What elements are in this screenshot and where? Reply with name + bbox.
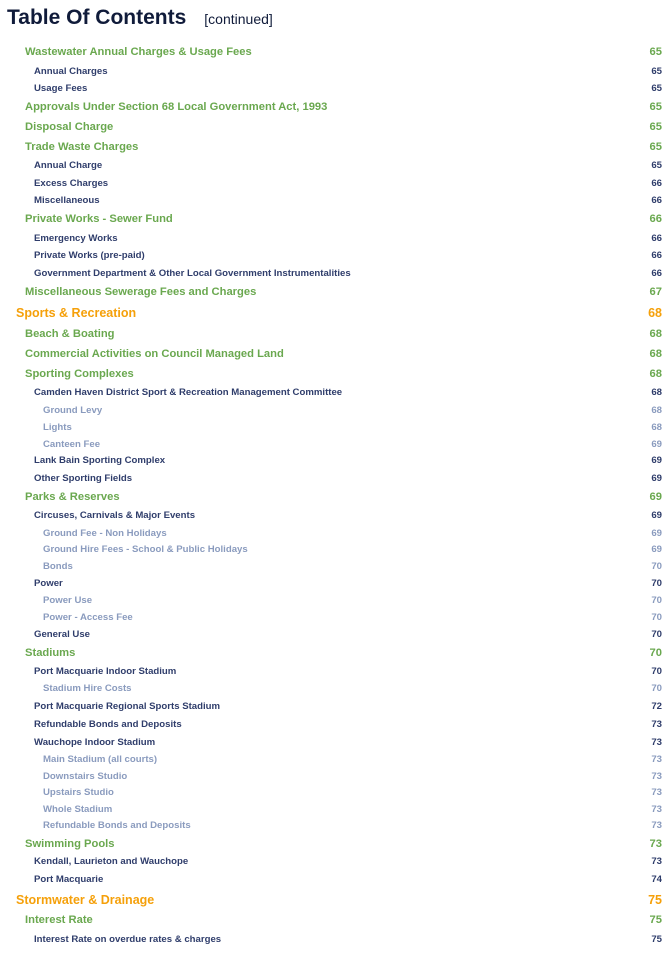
toc-entry-label: Government Department & Other Local Government Instrumentalities bbox=[34, 268, 351, 279]
dot-leader bbox=[166, 462, 649, 463]
dot-leader bbox=[249, 551, 650, 552]
dot-leader bbox=[109, 185, 649, 186]
toc-entry-label: Approvals Under Section 68 Local Government Act, 1993 bbox=[25, 101, 328, 113]
toc-entry-level-0[interactable] bbox=[0, 893, 670, 907]
toc-entry-level-1[interactable] bbox=[0, 213, 670, 225]
dot-leader bbox=[109, 73, 650, 74]
dot-leader bbox=[114, 129, 647, 130]
toc-entry-label: Port Macquarie bbox=[34, 874, 104, 885]
toc-entry-level-2[interactable] bbox=[0, 233, 670, 244]
dot-leader bbox=[189, 863, 649, 864]
toc-entry-level-3[interactable] bbox=[0, 683, 670, 694]
toc-entry-level-2[interactable] bbox=[0, 856, 670, 867]
dot-leader bbox=[134, 619, 650, 620]
toc-entry-page-number: 66 bbox=[651, 233, 662, 244]
toc-entry-page-number: 65 bbox=[651, 66, 662, 77]
toc-entry-label: Emergency Works bbox=[34, 233, 118, 244]
toc-entry-label: Interest Rate bbox=[25, 914, 93, 926]
toc-entry-page-number: 73 bbox=[649, 838, 662, 850]
toc-entry-label: Power Use bbox=[43, 595, 93, 606]
toc-entry-level-2[interactable] bbox=[0, 250, 670, 261]
toc-entry-page-number: 73 bbox=[651, 719, 662, 730]
toc-entry-level-2[interactable] bbox=[0, 455, 670, 466]
toc-entry-label: Parks & Reserves bbox=[25, 491, 120, 503]
toc-entry-page-number: 65 bbox=[649, 121, 662, 133]
dot-leader bbox=[133, 480, 649, 481]
toc-entry-label: Stormwater & Drainage bbox=[16, 893, 155, 907]
dot-leader bbox=[64, 585, 650, 586]
toc-entry-page-number: 70 bbox=[651, 666, 662, 677]
toc-entry-label: Private Works (pre-paid) bbox=[34, 250, 145, 261]
toc-entry-level-3[interactable] bbox=[0, 612, 670, 623]
dot-leader bbox=[93, 602, 649, 603]
toc-entry-level-1[interactable] bbox=[0, 121, 670, 133]
toc-entry-level-3[interactable] bbox=[0, 561, 670, 572]
toc-entry-level-3[interactable] bbox=[0, 787, 670, 798]
toc-entry-page-number: 73 bbox=[651, 737, 662, 748]
toc-entry-page-number: 69 bbox=[651, 528, 662, 539]
toc-entry-level-1[interactable] bbox=[0, 286, 670, 298]
dot-leader bbox=[101, 202, 650, 203]
toc-entry-level-2[interactable] bbox=[0, 473, 670, 484]
toc-entry-page-number: 66 bbox=[649, 213, 662, 225]
toc-entry-page-number: 70 bbox=[651, 629, 662, 640]
toc-entry-label: Power - Access Fee bbox=[43, 612, 133, 623]
toc-entry-level-2[interactable] bbox=[0, 874, 670, 885]
toc-entry-level-2[interactable] bbox=[0, 66, 670, 77]
dot-leader bbox=[257, 294, 647, 295]
toc-entry-level-1[interactable] bbox=[0, 368, 670, 380]
toc-entry-page-number: 65 bbox=[649, 46, 662, 58]
toc-entry-page-number: 69 bbox=[651, 455, 662, 466]
toc-entry-page-number: 66 bbox=[651, 178, 662, 189]
toc-entry-page-number: 65 bbox=[651, 160, 662, 171]
dot-leader bbox=[285, 356, 648, 357]
toc-entry-page-number: 70 bbox=[651, 595, 662, 606]
toc-entry-label: Bonds bbox=[43, 561, 73, 572]
dot-leader bbox=[146, 257, 650, 258]
toc-entry-level-2[interactable] bbox=[0, 737, 670, 748]
toc-entry-level-3[interactable] bbox=[0, 804, 670, 815]
toc-entry-label: Annual Charge bbox=[34, 160, 103, 171]
toc-entry-page-number: 68 bbox=[649, 348, 662, 360]
dot-leader bbox=[222, 941, 649, 942]
dot-leader bbox=[139, 149, 647, 150]
toc-entry-label: Sporting Complexes bbox=[25, 368, 134, 380]
toc-entry-level-1[interactable] bbox=[0, 348, 670, 360]
dot-leader bbox=[115, 794, 649, 795]
toc-entry-label: Stadiums bbox=[25, 647, 76, 659]
toc-entry-level-3[interactable] bbox=[0, 771, 670, 782]
toc-entry-level-1[interactable] bbox=[0, 838, 670, 850]
toc-entry-label: Ground Fee - Non Holidays bbox=[43, 528, 167, 539]
toc-entry-page-number: 72 bbox=[651, 701, 662, 712]
toc-entry-label: Lank Bain Sporting Complex bbox=[34, 455, 166, 466]
toc-entry-page-number: 74 bbox=[651, 874, 662, 885]
toc-entry-level-2[interactable] bbox=[0, 719, 670, 730]
toc-entry-label: Wauchope Indoor Stadium bbox=[34, 737, 156, 748]
dot-leader bbox=[103, 412, 649, 413]
toc-entry-label: Excess Charges bbox=[34, 178, 109, 189]
dot-leader bbox=[104, 881, 649, 882]
dot-leader bbox=[119, 240, 650, 241]
dot-leader bbox=[158, 761, 649, 762]
toc-entry-page-number: 73 bbox=[651, 804, 662, 815]
toc-entry-level-1[interactable] bbox=[0, 328, 670, 340]
dot-leader bbox=[352, 275, 650, 276]
toc-entry-level-1[interactable] bbox=[0, 647, 670, 659]
toc-entry-label: Miscellaneous bbox=[34, 195, 100, 206]
dot-leader bbox=[183, 726, 650, 727]
toc-entry-label: Whole Stadium bbox=[43, 804, 113, 815]
toc-entry-label: Other Sporting Fields bbox=[34, 473, 133, 484]
toc-entry-label: Trade Waste Charges bbox=[25, 141, 139, 153]
toc-entry-page-number: 65 bbox=[649, 141, 662, 153]
toc-entry-page-number: 73 bbox=[651, 771, 662, 782]
dot-leader bbox=[192, 827, 650, 828]
toc-entry-page-number: 68 bbox=[651, 405, 662, 416]
dot-leader bbox=[74, 568, 649, 569]
toc-entry-page-number: 73 bbox=[651, 754, 662, 765]
toc-entry-level-2[interactable] bbox=[0, 701, 670, 712]
dot-leader bbox=[137, 316, 646, 317]
dot-leader bbox=[135, 376, 648, 377]
toc-entry-page-number: 70 bbox=[649, 647, 662, 659]
toc-entry-label: Stadium Hire Costs bbox=[43, 683, 132, 694]
dot-leader bbox=[155, 903, 646, 904]
dot-leader bbox=[177, 673, 649, 674]
dot-leader bbox=[73, 429, 650, 430]
toc-entry-label: Sports & Recreation bbox=[16, 306, 137, 320]
dot-leader bbox=[76, 655, 647, 656]
toc-entry-level-2[interactable] bbox=[0, 666, 670, 677]
toc-entry-page-number: 68 bbox=[651, 422, 662, 433]
toc-entry-label: Main Stadium (all courts) bbox=[43, 754, 158, 765]
toc-entry-level-3[interactable] bbox=[0, 422, 670, 433]
toc-entry-label: Wastewater Annual Charges & Usage Fees bbox=[25, 46, 252, 58]
page-subtitle: [continued] bbox=[204, 11, 273, 27]
dot-leader bbox=[121, 499, 648, 500]
dot-leader bbox=[128, 778, 649, 779]
toc-entry-page-number: 70 bbox=[651, 561, 662, 572]
toc-entry-page-number: 70 bbox=[651, 612, 662, 623]
dot-leader bbox=[101, 446, 649, 447]
toc-entry-level-0[interactable] bbox=[0, 306, 670, 320]
toc-entry-label: Power bbox=[34, 578, 63, 589]
toc-entry-label: Port Macquarie Indoor Stadium bbox=[34, 666, 177, 677]
toc-entry-page-number: 66 bbox=[651, 250, 662, 261]
toc-entry-page-number: 75 bbox=[651, 934, 662, 945]
toc-entry-label: Miscellaneous Sewerage Fees and Charges bbox=[25, 286, 257, 298]
toc-entry-level-3[interactable] bbox=[0, 754, 670, 765]
dot-leader bbox=[343, 394, 649, 395]
toc-entry-label: Commercial Activities on Council Managed Land bbox=[25, 348, 284, 360]
toc-entry-level-2[interactable] bbox=[0, 268, 670, 279]
toc-entry-page-number: 70 bbox=[651, 578, 662, 589]
toc-entry-page-number: 69 bbox=[651, 544, 662, 555]
toc-entry-label: Ground Hire Fees - School & Public Holidays bbox=[43, 544, 248, 555]
toc-entry-level-2[interactable] bbox=[0, 934, 670, 945]
toc-entry-level-2[interactable] bbox=[0, 178, 670, 189]
toc-entry-level-2[interactable] bbox=[0, 578, 670, 589]
toc-entry-label: Circuses, Carnivals & Major Events bbox=[34, 510, 196, 521]
dot-leader bbox=[103, 167, 649, 168]
toc-entry-page-number: 69 bbox=[651, 439, 662, 450]
dot-leader bbox=[133, 690, 650, 691]
toc-entry-label: Annual Charges bbox=[34, 66, 108, 77]
toc-entry-level-2[interactable] bbox=[0, 629, 670, 640]
toc-entry-label: Refundable Bonds and Deposits bbox=[34, 719, 182, 730]
toc-entry-page-number: 73 bbox=[651, 856, 662, 867]
toc-entry-level-2[interactable] bbox=[0, 387, 670, 398]
toc-entry-label: Interest Rate on overdue rates & charges bbox=[34, 934, 222, 945]
toc-entry-label: Canteen Fee bbox=[43, 439, 101, 450]
toc-entry-level-3[interactable] bbox=[0, 595, 670, 606]
toc-entry-page-number: 66 bbox=[651, 268, 662, 279]
dot-leader bbox=[88, 90, 649, 91]
toc-entry-label: Camden Haven District Sport & Recreation Management Committee bbox=[34, 387, 343, 398]
dot-leader bbox=[196, 517, 649, 518]
toc-entry-page-number: 73 bbox=[651, 820, 662, 831]
toc-entry-level-2[interactable] bbox=[0, 195, 670, 206]
toc-entry-level-2[interactable] bbox=[0, 510, 670, 521]
toc-entry-label: Refundable Bonds and Deposits bbox=[43, 820, 191, 831]
toc-entry-level-3[interactable] bbox=[0, 405, 670, 416]
toc-entry-label: Port Macquarie Regional Sports Stadium bbox=[34, 701, 221, 712]
toc-entry-page-number: 73 bbox=[651, 787, 662, 798]
toc-entry-page-number: 65 bbox=[651, 83, 662, 94]
toc-entry-level-1[interactable] bbox=[0, 491, 670, 503]
toc-entry-level-3[interactable] bbox=[0, 820, 670, 831]
toc-entry-page-number: 65 bbox=[649, 101, 662, 113]
toc-entry-label: Swimming Pools bbox=[25, 838, 115, 850]
toc-entry-label: Beach & Boating bbox=[25, 328, 115, 340]
toc-entry-label: Kendall, Laurieton and Wauchope bbox=[34, 856, 189, 867]
toc-entry-page-number: 68 bbox=[648, 306, 662, 320]
toc-entry-level-1[interactable] bbox=[0, 101, 670, 113]
toc-entry-level-3[interactable] bbox=[0, 439, 670, 450]
toc-entry-label: Downstairs Studio bbox=[43, 771, 128, 782]
toc-entry-label: Disposal Charge bbox=[25, 121, 114, 133]
toc-entry-label: Upstairs Studio bbox=[43, 787, 114, 798]
dot-leader bbox=[94, 922, 648, 923]
toc-entry-page-number: 69 bbox=[651, 473, 662, 484]
dot-leader bbox=[91, 636, 649, 637]
dot-leader bbox=[174, 221, 648, 222]
toc-entry-level-1[interactable] bbox=[0, 46, 670, 58]
toc-entry-label: Private Works - Sewer Fund bbox=[25, 213, 173, 225]
dot-leader bbox=[328, 109, 647, 110]
dot-leader bbox=[116, 336, 648, 337]
toc-entry-level-1[interactable] bbox=[0, 141, 670, 153]
toc-entry-page-number: 70 bbox=[651, 683, 662, 694]
dot-leader bbox=[221, 708, 649, 709]
toc-entry-page-number: 69 bbox=[649, 491, 662, 503]
toc-entry-page-number: 69 bbox=[651, 510, 662, 521]
toc-entry-page-number: 68 bbox=[649, 328, 662, 340]
toc-entry-label: Ground Levy bbox=[43, 405, 103, 416]
page-title: Table Of Contents bbox=[7, 6, 187, 29]
dot-leader bbox=[168, 535, 650, 536]
toc-entry-page-number: 66 bbox=[651, 195, 662, 206]
dot-leader bbox=[253, 54, 648, 55]
toc-entry-label: Usage Fees bbox=[34, 83, 88, 94]
toc-entry-page-number: 68 bbox=[649, 368, 662, 380]
dot-leader bbox=[113, 811, 649, 812]
toc-entry-level-3[interactable] bbox=[0, 544, 670, 555]
toc-entry-level-2[interactable] bbox=[0, 83, 670, 94]
toc-entry-label: Lights bbox=[43, 422, 72, 433]
toc-entry-page-number: 67 bbox=[649, 286, 662, 298]
toc-entry-page-number: 75 bbox=[648, 893, 662, 907]
toc-entry-label: General Use bbox=[34, 629, 90, 640]
toc-entry-page-number: 68 bbox=[651, 387, 662, 398]
toc-entry-level-2[interactable] bbox=[0, 160, 670, 171]
toc-entry-level-1[interactable] bbox=[0, 914, 670, 926]
dot-leader bbox=[156, 744, 649, 745]
dot-leader bbox=[116, 846, 648, 847]
toc-entry-level-3[interactable] bbox=[0, 528, 670, 539]
toc-entry-page-number: 75 bbox=[649, 914, 662, 926]
